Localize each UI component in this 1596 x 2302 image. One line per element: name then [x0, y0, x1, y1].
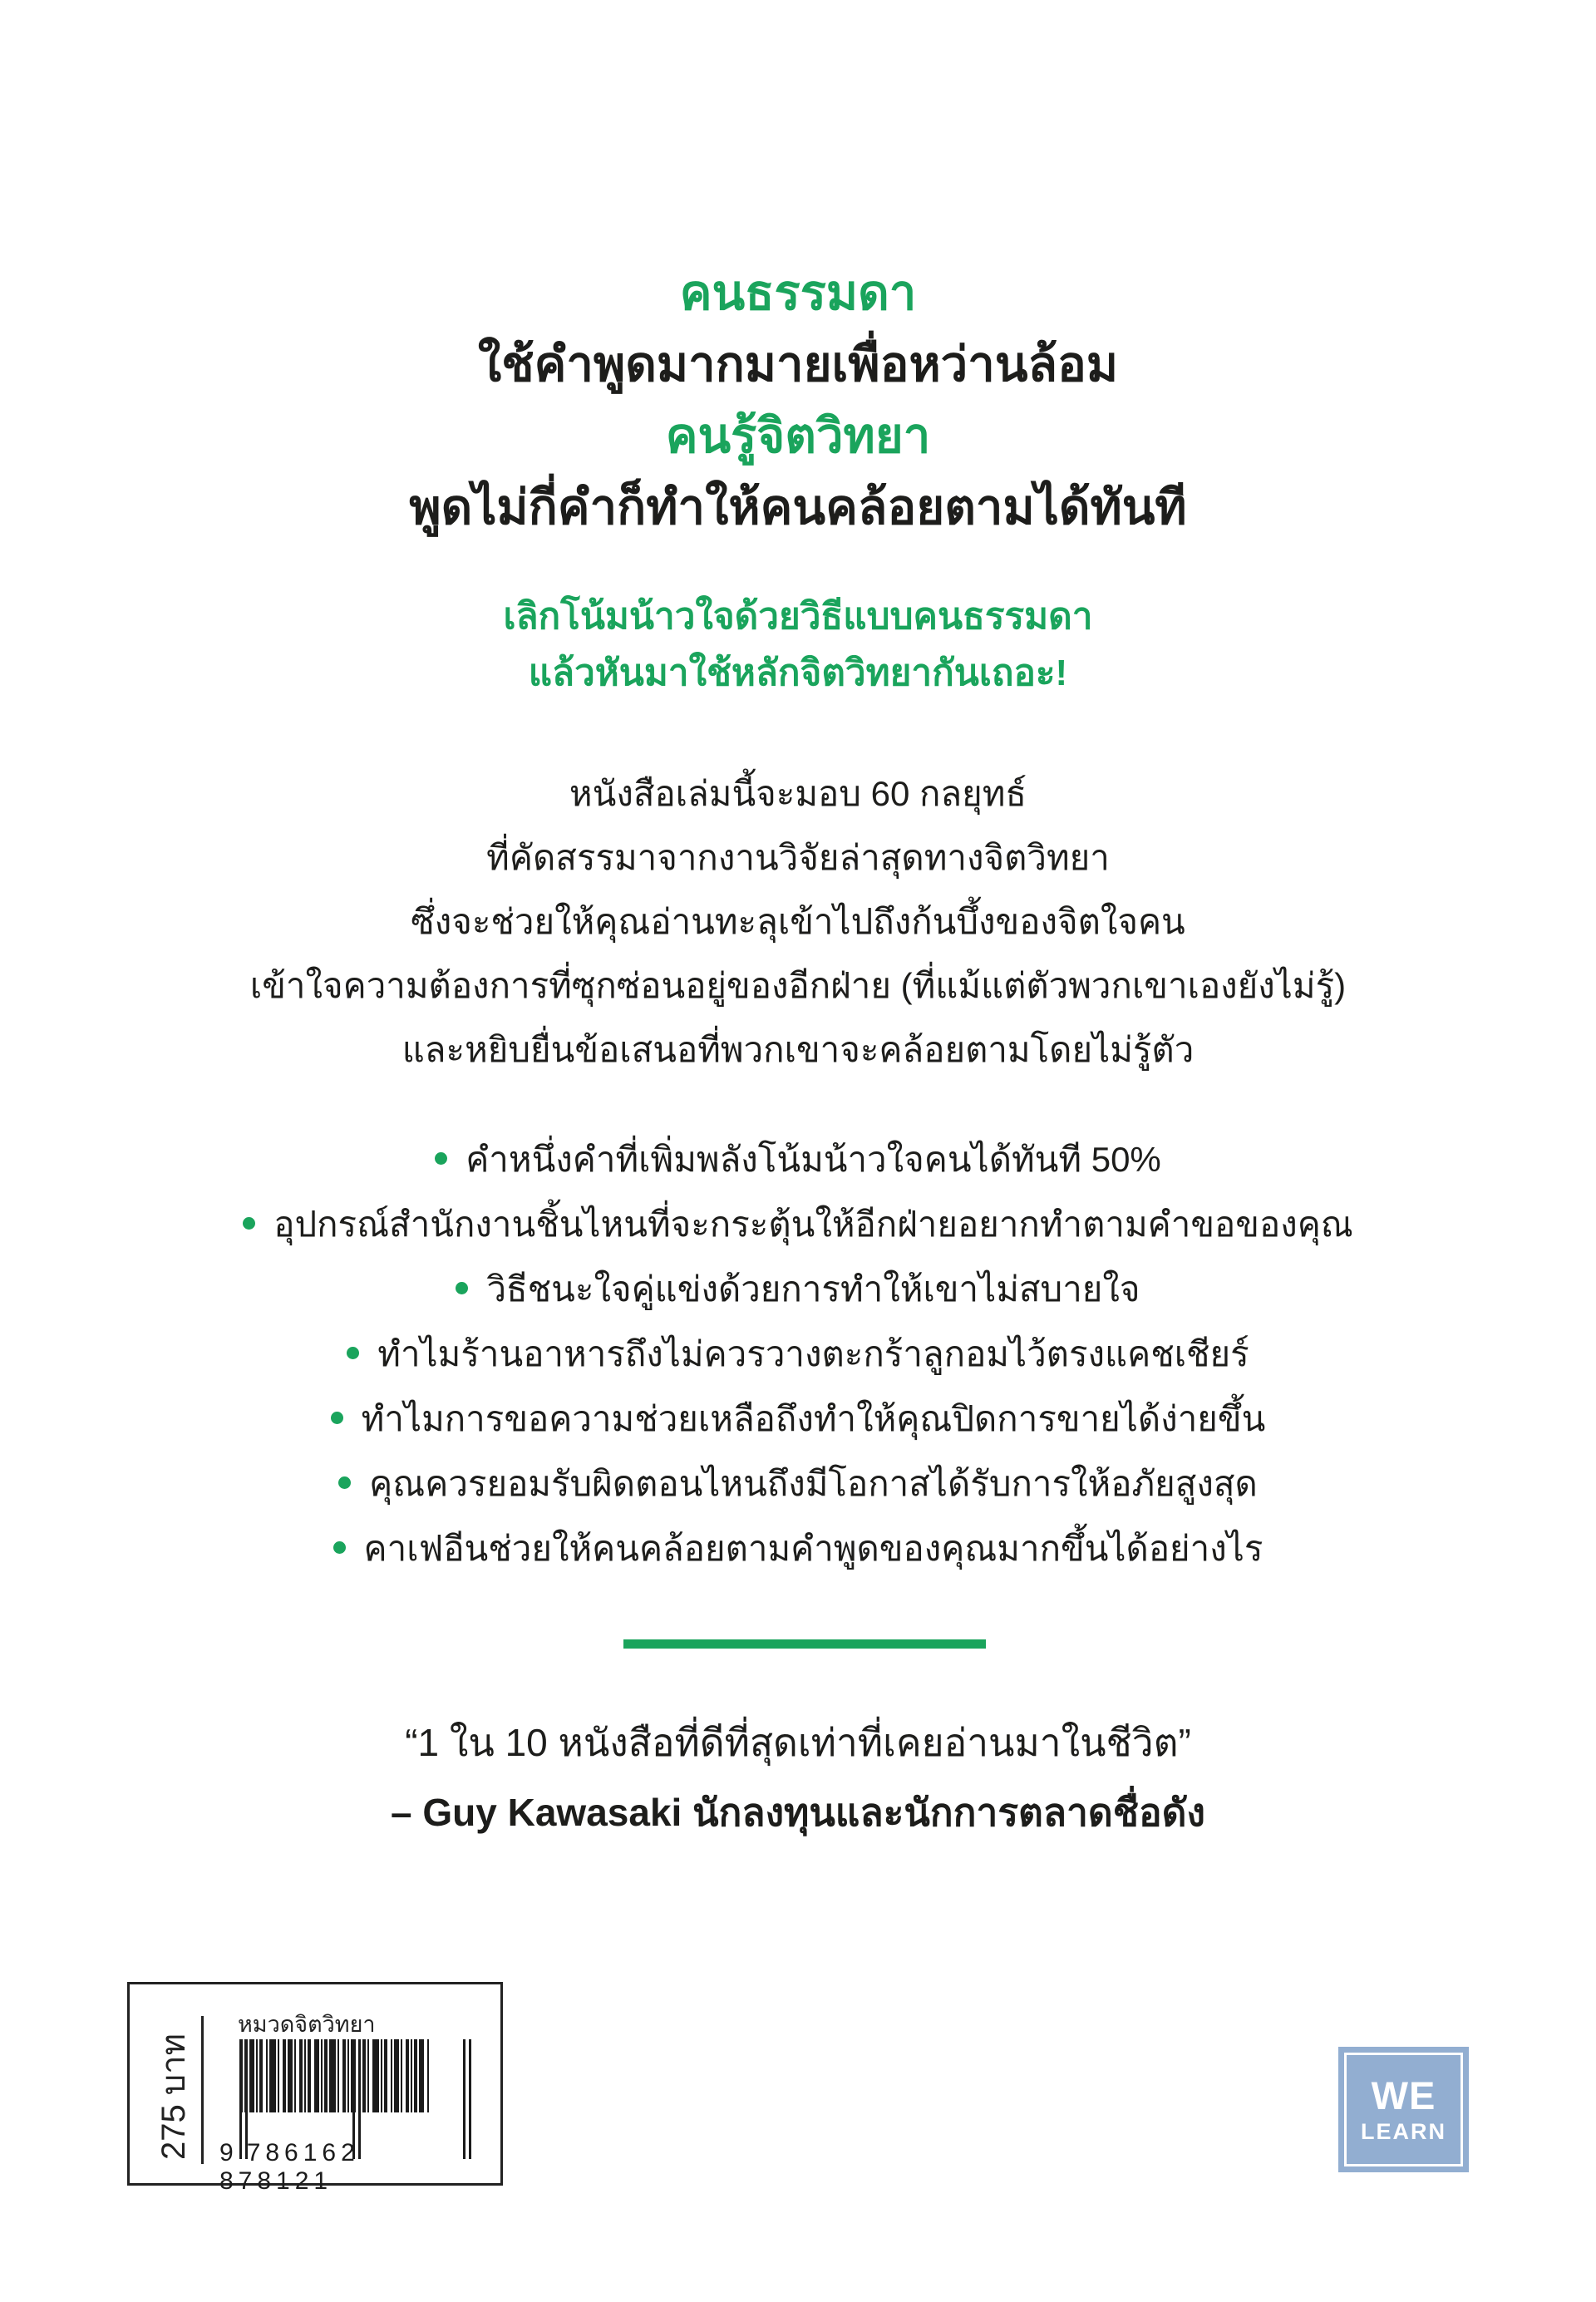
bullet-dot-icon	[435, 1152, 447, 1165]
bullet-text: ทำไมร้านอาหารถึงไม่ควรวางตะกร้าลูกอมไว้ตรงแคชเชียร์	[377, 1334, 1249, 1373]
bullet-dot-icon	[333, 1541, 346, 1554]
bullet-text: คาเฟอีนช่วยให้คนคล้อยตามคำพูดของคุณมากขึ้นได้อย่างไร	[363, 1529, 1264, 1568]
list-item	[0, 1322, 1596, 1387]
barcode-digits	[219, 2139, 482, 2196]
intro-line: ที่คัดสรรมาจากงานวิจัยล่าสุดทางจิตวิทยา	[486, 838, 1110, 877]
barcode-divider	[201, 2016, 204, 2164]
bullet-text: คำหนึ่งคำที่เพิ่มพลังโน้มน้าวใจคนได้ทันที 50%	[466, 1140, 1161, 1179]
bullet-dot-icon	[347, 1347, 359, 1359]
headline-line-4: พูดไม่กี่คำก็ทำให้คนคล้อยตามได้ทันที	[409, 481, 1187, 535]
bullet-text: ทำไมการขอความช่วยเหลือถึงทำให้คุณปิดการขายได้ง่ายขึ้น	[361, 1399, 1266, 1438]
list-item	[0, 1387, 1596, 1452]
barcode-category: หมวดจิตวิทยา	[238, 2012, 376, 2037]
bullet-text: อุปกรณ์สำนักงานชิ้นไหนที่จะกระตุ้นให้อีกฝ่ายอยากทำตามคำขอของคุณ	[273, 1205, 1353, 1244]
intro-line: และหยิบยื่นข้อเสนอที่พวกเขาจะคล้อยตามโดยไม่รู้ตัว	[401, 1030, 1195, 1069]
subtitle-line-1: เลิกโน้มน้าวใจด้วยวิธีแบบคนธรรมดา	[503, 596, 1093, 637]
quote-text: “1 ใน 10 หนังสือที่ดีที่สุดเท่าที่เคยอ่านมาในชีวิต”	[405, 1721, 1191, 1764]
barcode-digits-group2: 878121	[219, 2167, 333, 2195]
barcode-box	[127, 1982, 503, 2195]
headline-line-3: คนรู้จิตวิทยา	[665, 409, 931, 463]
barcode-digit-first: 9	[219, 2139, 239, 2166]
headline-line-2: ใช้คำพูดมากมายเพื่อหว่านล้อม	[477, 338, 1119, 392]
logo-text-learn: LEARN	[1361, 2119, 1446, 2144]
headline-line-1: คนธรรมดา	[679, 266, 917, 320]
bullet-list	[0, 1127, 1596, 1581]
bullet-dot-icon	[331, 1412, 343, 1424]
list-item	[0, 1127, 1596, 1192]
section-divider	[623, 1639, 986, 1649]
publisher-logo	[1338, 2047, 1469, 2172]
bullet-text: คุณควรยอมรับผิดตอนไหนถึงมีโอกาสได้รับการให้อภัยสูงสุด	[369, 1464, 1258, 1503]
headline	[0, 258, 1596, 544]
intro-line: เข้าใจความต้องการที่ซุกซ่อนอยู่ของอีกฝ่าย (ที่แม้แต่ตัวพวกเขาเองยังไม่รู้)	[249, 966, 1347, 1005]
list-item	[0, 1516, 1596, 1581]
bullet-text: วิธีชนะใจคู่แข่งด้วยการทำให้เขาไม่สบายใจ	[486, 1269, 1140, 1309]
logo-text-we: WE	[1371, 2073, 1436, 2117]
list-item	[0, 1452, 1596, 1516]
barcode-digits-group1: 786162	[246, 2139, 360, 2166]
subtitle-line-2: แล้วหันมาใช้หลักจิตวิทยากันเถอะ!	[528, 653, 1068, 693]
bullet-dot-icon	[243, 1217, 255, 1230]
quote-attribution: – Guy Kawasaki นักลงทุนและนักการตลาดชื่อดัง	[391, 1791, 1205, 1834]
bullet-dot-icon	[456, 1282, 468, 1294]
intro-paragraph	[0, 762, 1596, 1082]
list-item	[0, 1192, 1596, 1257]
list-item	[0, 1257, 1596, 1322]
bullet-dot-icon	[338, 1476, 351, 1489]
subtitle	[0, 589, 1596, 702]
price-label: 275 บาท	[155, 2033, 192, 2161]
intro-line: ซึ่งจะช่วยให้คุณอ่านทะลุเข้าไปถึงก้นบึ้งของจิตใจคน	[411, 902, 1185, 941]
intro-line: หนังสือเล่มนี้จะมอบ 60 กลยุทธ์	[569, 774, 1027, 813]
